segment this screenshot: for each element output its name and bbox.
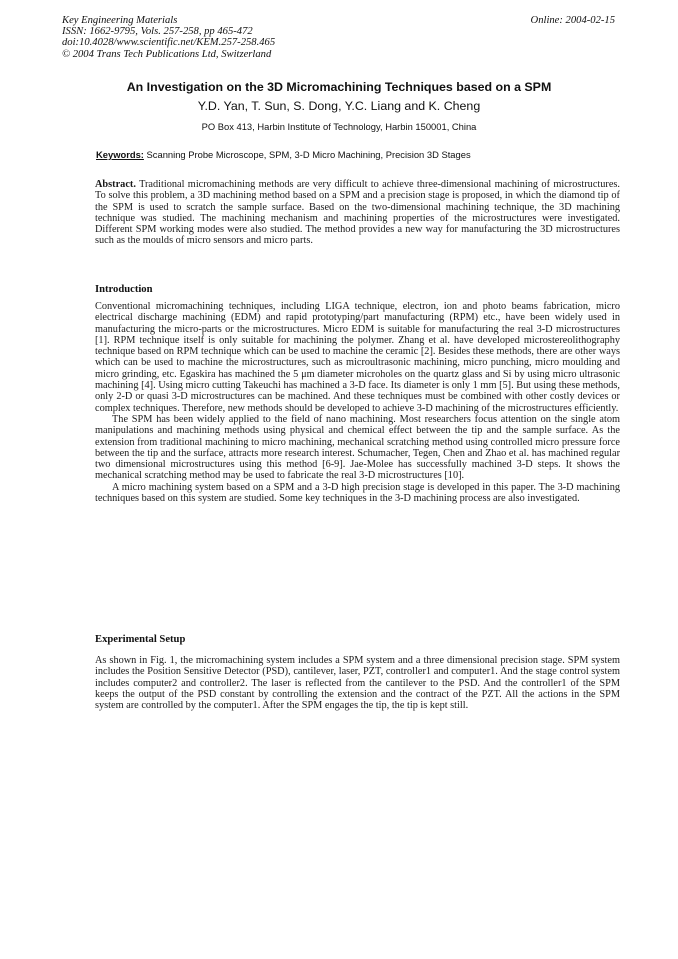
intro-paragraph: A micro machining system based on a SPM and a 3-D high precision stage is developed in this paper. The 3-D machining techniques based on this system are studied. Some key techniques in the 3-D machining process are also investigated. bbox=[95, 481, 620, 505]
intro-paragraph: Conventional micromachining techniques, including LIGA technique, electron, ion and photo beams fabrication, micro electrical discharge machining (EDM) and rapid prototyping/part manufacturing (RPM) etc., have been widely used in manufacturing the micro-parts or the microstructures. Micro EDM is suitable for manufacturing the real 3-D microstructures [1]. RPM technique itself is only suitable for machining the polymer. Zhang et al. have developed microstereolithography technique based on RPM technique which can be used to machine the ceramic [2]. Besides these methods, there are other ways which can be used to machine the microstructures, such as microultrasonic machining, micro punching, micro moulding and micro grinding, etc. Egaskira has machined the 5 μm diameter microholes on the quartz glass and Si by using micro ultrasonic machining [4]. Using micro cutting Takeuchi has machined a 3-D face. Its diameter is only 1 mm [5]. But using these methods, only 2-D or quasi 3-D microstructures can be machined. And these techniques must be combined with other costly devices or complex techniques. Therefore, new methods should be developed to achieve 3-D machining of the microstructures efficiently. bbox=[95, 301, 620, 414]
intro-paragraph: The SPM has been widely applied to the field of nano machining. Most researchers focus attention on the single atom manipulations and machining methods using physical and chemical effect between the tip and the sample surface. As the extension from traditional machining to micro machining, mechanical scratching method using controlled micro pressure force between the tip and the surface, attracts more research interest. Schumacher, Tegen, Chen and Zhao et al. has machined regular two dimensional microstructures using this method [6-9]. Jae-Molee has successfully machined 3-D steps. It shows the mechanical scratching method may be used to fabricate the real 3-D microstructures [10]. bbox=[95, 413, 620, 482]
introduction-heading: Introduction bbox=[95, 284, 153, 295]
keywords-line bbox=[96, 149, 616, 160]
author-list: Y.D. Yan, T. Sun, S. Dong, Y.C. Liang and K. Cheng bbox=[197, 99, 481, 113]
abstract-text: Traditional micromachining methods are very difficult to achieve three-dimensional machining of microstructures. To solve this problem, a 3D machining method based on a SPM and a precision stage is proposed, in which the diamond tip of the SPM is used to scratch the sample surface. Based on the two-dimensional machining technique, the 3D machining technique was studied. The machining mechanism and machining properties of the microstructures were investigated. Different SPM working modes were also studied. The method provides a new way for manufacturing the 3D microstructures such as the moulds of micro sensors and micro parts. bbox=[95, 179, 620, 247]
affiliation: PO Box 413, Harbin Institute of Technology, Harbin 150001, China bbox=[201, 121, 477, 132]
online-date: Online: 2004-02-15 bbox=[530, 15, 615, 26]
doi-line[interactable]: doi:10.4028/www.scientific.net/KEM.257-258.465 bbox=[62, 37, 276, 49]
copyright-line: © 2004 Trans Tech Publications Ltd, Switzerland bbox=[62, 48, 272, 60]
introduction-body bbox=[95, 301, 620, 504]
keywords-label: Keywords: bbox=[96, 149, 144, 160]
abstract-label: Abstract. bbox=[95, 179, 136, 190]
setup-paragraph: As shown in Fig. 1, the micromachining system includes a SPM system and a three dimensional precision stage. SPM system includes the Position Sensitive Detector (PSD), cantilever, laser, PZT, controller1 and computer1. And the stage control system includes computer2 and controller2. The laser is reflected from the cantilever to the PSD. And the controller1 of the SPM keeps the output of the PSD constant by controlling the extension and the contract of the PZT. All the actions in the SPM system are controlled by the computer1. After the SPM engages the tip, the tip is kept still. bbox=[95, 655, 620, 712]
journal-header bbox=[62, 15, 482, 60]
paper-title: An Investigation on the 3D Micromachining Techniques based on a SPM bbox=[126, 80, 552, 94]
experimental-setup-body bbox=[95, 655, 620, 711]
issn-line: ISSN: 1662-9795, Vols. 257-258, pp 465-472 bbox=[62, 26, 253, 38]
experimental-setup-heading: Experimental Setup bbox=[95, 634, 186, 645]
keywords-text: Scanning Probe Microscope, SPM, 3-D Micro Machining, Precision 3D Stages bbox=[143, 149, 471, 160]
abstract bbox=[95, 179, 620, 247]
journal-name: Key Engineering Materials bbox=[62, 15, 178, 26]
